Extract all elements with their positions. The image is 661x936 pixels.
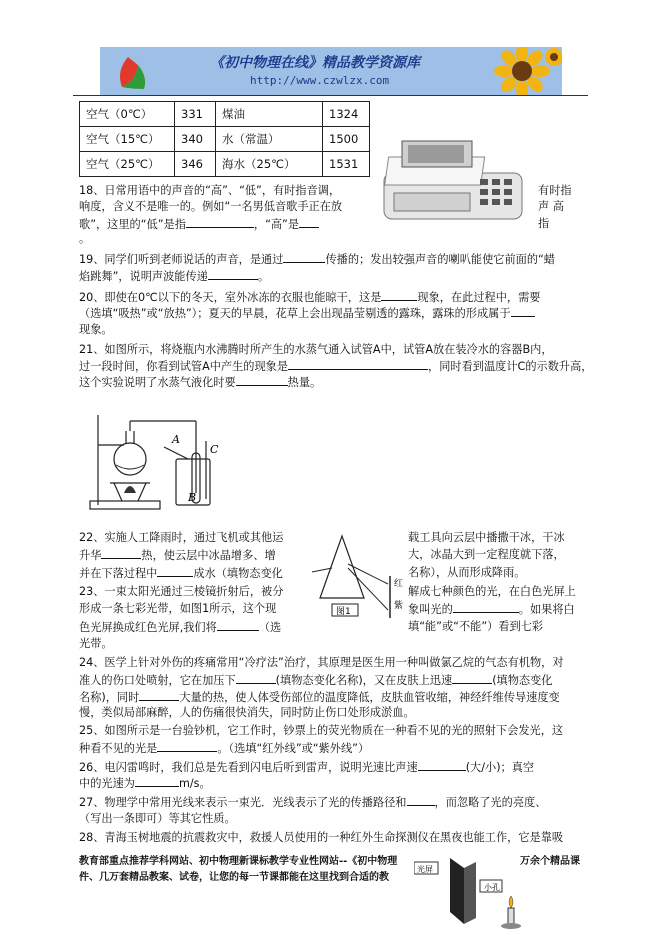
- footer-line2: 件、几万套精品教案、试卷，让您的每一节课都能在这里找到合适的教: [79, 872, 389, 883]
- q18-line3-right: 指: [538, 217, 550, 230]
- answer-blank[interactable]: [139, 689, 179, 701]
- pinhole-label: 小孔: [484, 883, 500, 892]
- q22-line2-right: 大，冰晶大到一定程度就下落，: [408, 548, 565, 561]
- q19-line1: 19、同学们听到老师说话的声音，是通过 传播的；发出较强声音的喇叭能使它前面的“蜡: [79, 253, 555, 266]
- table-cell: 1531: [323, 152, 370, 177]
- label-b: B: [188, 491, 197, 504]
- answer-blank[interactable]: [452, 672, 492, 684]
- sunflower-icon: [492, 47, 562, 95]
- table-cell: 1500: [323, 127, 370, 152]
- answer-blank[interactable]: [135, 775, 179, 787]
- table-cell: 340: [175, 127, 216, 152]
- footer-line1: 教育部重点推荐学科网站、初中物理新课标教学专业性网站--《初中物理: [79, 856, 398, 867]
- q25-line2: 种看不见的光是 。（选填“红外线”或“紫外线”）: [79, 742, 370, 755]
- table-cell: 1324: [323, 102, 370, 127]
- header-banner: [100, 47, 562, 95]
- red-label: 红: [394, 579, 404, 589]
- q23-line2-right: 象叫光的 。如果将白: [408, 603, 575, 616]
- q23-line1: 23、一束太阳光通过三棱镜折射后，被分: [79, 585, 284, 598]
- answer-blank[interactable]: [299, 216, 319, 228]
- screen-label: 光屏: [417, 865, 433, 874]
- table-cell: 水（常温）: [216, 127, 323, 152]
- violet-label: 紫: [394, 601, 404, 611]
- answer-blank[interactable]: [157, 740, 217, 752]
- answer-blank[interactable]: [288, 358, 428, 370]
- label-a: A: [172, 433, 180, 446]
- q23-line4: 光带。: [79, 637, 113, 650]
- q20-line2: （选填“吸热”或“放热”）；夏天的早晨，花草上会出现晶莹剔透的露珠，露珠的形成属于: [79, 305, 535, 321]
- answer-blank[interactable]: [407, 794, 435, 806]
- q24-line1: 24、医学上针对外伤的疼痛常用“冷疗法”治疗，其原理是医生用一种叫做氯乙烷的气态有机物，对: [79, 656, 564, 669]
- table-row: [80, 152, 370, 177]
- q21-line1: 21、如图所示，将烧瓶内水沸腾时所产生的水蒸气通入试管A中，试管A放在装冷水的容器B内，: [79, 343, 553, 356]
- q18-line4: 。: [79, 232, 91, 245]
- header-divider: [73, 95, 588, 96]
- q21-line2: 过一段时间，你看到试管A中产生的现象是 ，同时看到温度计C的示数升高，: [79, 360, 593, 373]
- figure-caption: 图1: [336, 607, 351, 617]
- pinhole-camera-image: [414, 852, 534, 932]
- q24-line2: 准人的伤口处喷射，它在加压下 (填物态变化名称)，又在皮肤上迅速 (填物态变化: [79, 674, 553, 687]
- answer-blank[interactable]: [453, 601, 519, 613]
- q22-line1: 22、实施人工降雨时，通过飞机或其他运: [79, 531, 284, 544]
- table-cell: 331: [175, 102, 216, 127]
- q28-line1: 28、青海玉树地震的抗震救灾中，救援人员使用的一种红外生命探测仪在黑夜也能工作，它是靠吸: [79, 831, 564, 844]
- q26-line2: 中的光速为 m/s。: [79, 777, 211, 790]
- q18-line2: 响度，含义不是唯一的。例如“一名男低音歌手正在放: [79, 200, 343, 213]
- q24-line4: 慢，类似局部麻醉，人的伤痛很快消失，同时防止伤口处形成淤血。: [79, 706, 415, 719]
- answer-blank[interactable]: [511, 305, 535, 317]
- q22-line3: 并在下落过程中 成水（填物态变化: [79, 567, 283, 580]
- table-cell: 海水（25℃）: [216, 152, 323, 177]
- answer-blank[interactable]: [418, 759, 466, 771]
- answer-blank[interactable]: [283, 251, 325, 263]
- money-detector-image: [380, 133, 528, 223]
- prism-figure: [312, 528, 408, 620]
- distillation-apparatus-figure: [84, 413, 244, 513]
- table-cell: 空气（0℃）: [80, 102, 175, 127]
- q24-line3: 名称)，同时 大量的热，使人体受伤部位的温度降低，皮肤血管收缩，神经纤维传导速度变: [79, 691, 560, 704]
- answer-blank[interactable]: [101, 547, 141, 559]
- answer-blank[interactable]: [236, 672, 276, 684]
- answer-blank[interactable]: [236, 374, 288, 386]
- q23-line2: 形成一条七彩光带，如图1所示，这个现: [79, 602, 277, 615]
- site-logo-icon: [108, 51, 168, 91]
- q18-line3: 歌”，这里的“低”是指 ，“高”是: [79, 216, 319, 232]
- q20-line1: 20、即使在0℃以下的冬天，室外冰冻的衣服也能晾干，这是 现象，在此过程中，需要: [79, 291, 541, 304]
- q21-line3: 这个实验说明了水蒸气液化时要 热量。: [79, 376, 322, 389]
- banner-url[interactable]: http://www.czwlzx.com: [250, 74, 390, 87]
- q19-line2: 焰跳舞”，说明声波能传递 。: [79, 270, 270, 283]
- q18-line2-right: 声 高: [538, 200, 564, 213]
- q20-line3: 现象。: [79, 323, 113, 336]
- answer-blank[interactable]: [208, 268, 258, 280]
- table-cell: 346: [175, 152, 216, 177]
- answer-blank[interactable]: [186, 216, 254, 228]
- q23-line3: 色光屏换成红色光屏,我们将 （选: [79, 621, 282, 634]
- q27-line2: （写出一条即可）等其它性质。: [79, 812, 236, 825]
- answer-blank[interactable]: [157, 565, 193, 577]
- q27-line1: 27、物理学中常用光线来表示一束光．光线表示了光的传播路径和 ，而忽略了光的亮度、: [79, 796, 547, 809]
- table-row: [80, 127, 370, 152]
- q22-line1-right: 载工具向云层中播撒干冰，干冰: [408, 531, 565, 544]
- footer-line1-right: 万余个精品课: [520, 856, 580, 867]
- q22-line3-right: 名称），从而形成降雨。: [408, 566, 526, 579]
- sound-speed-table: [79, 101, 370, 177]
- label-c: C: [210, 443, 219, 456]
- q22-line2: 升华 热，使云层中冰晶增多、增: [79, 549, 276, 562]
- q23-line1-right: 解成七种颜色的光，在白色光屏上: [408, 585, 576, 598]
- q18-line1-right: 有时指: [538, 184, 572, 197]
- table-row: [80, 102, 370, 127]
- banner-title: 《初中物理在线》精品教学资源库: [210, 55, 420, 71]
- table-cell: 空气（15℃）: [80, 127, 175, 152]
- q26-line1: 26、电闪雷鸣时，我们总是先看到闪电后听到雷声，说明光速比声速 (大/小)；真空: [79, 761, 535, 774]
- q18-line1: 18、日常用语中的声音的“高”、“低”，有时指音调，: [79, 184, 341, 197]
- answer-blank[interactable]: [217, 619, 259, 631]
- answer-blank[interactable]: [381, 289, 417, 301]
- table-cell: 空气（25℃）: [80, 152, 175, 177]
- q25-line1: 25、如图所示是一台验钞机，它工作时，钞票上的荧光物质在一种看不见的光的照射下会发光，这: [79, 724, 564, 737]
- q23-line3-right: 填“能”或“不能”）看到七彩: [408, 620, 544, 633]
- table-cell: 煤油: [216, 102, 323, 127]
